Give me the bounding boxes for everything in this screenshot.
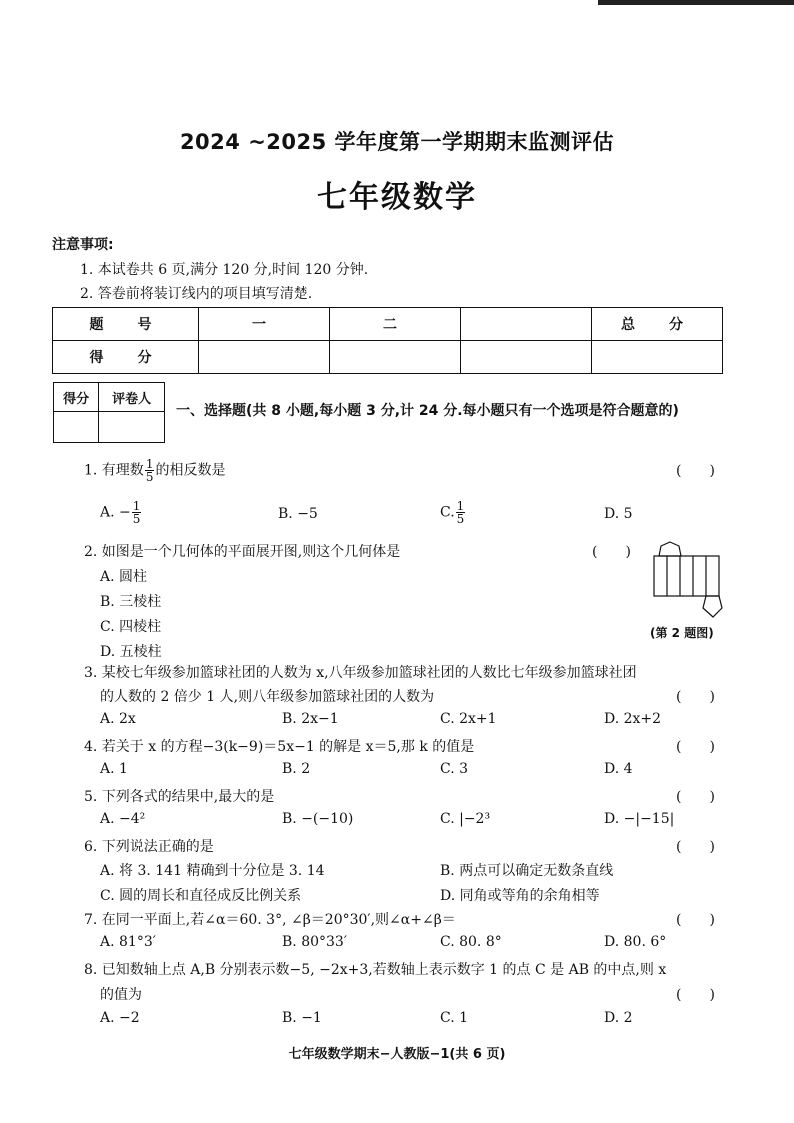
q8-option-d[interactable]: D. 2 <box>604 1010 633 1026</box>
top-pentagon <box>659 542 681 556</box>
question-8-cont: 的值为 <box>100 987 142 1003</box>
question-4: 4. 若关于 x 的方程−3(k−9)＝5x−1 的解是 x＝5,那 k 的值是 <box>84 739 475 755</box>
fraction <box>145 458 155 483</box>
q5-option-a[interactable]: A. −4² <box>100 811 146 827</box>
answer-paren[interactable]: ( ) <box>592 544 631 560</box>
q6-option-d[interactable]: D. 同角或等角的余角相等 <box>440 888 600 904</box>
q6-option-b[interactable]: B. 两点可以确定无数条直线 <box>440 863 614 879</box>
score-cell: 一 <box>199 308 330 341</box>
note-item: 1. 本试卷共 6 页,满分 120 分,时间 120 分钟. <box>80 262 369 278</box>
numerator: 1 <box>132 499 141 513</box>
figure-caption: (第 2 题图) <box>650 626 714 640</box>
section-heading: 一、选择题(共 8 小题,每小题 3 分,计 24 分.每小题只有一个选项是符合题意的) <box>176 403 679 419</box>
grader-cell: 得分 <box>54 383 99 412</box>
denominator: 5 <box>132 512 141 526</box>
page-footer: 七年级数学期末−人教版−1(共 6 页) <box>288 1047 506 1062</box>
grader-blank[interactable] <box>99 412 165 443</box>
q6-option-a[interactable]: A. 将 3. 141 精确到十分位是 3. 14 <box>100 863 325 879</box>
q4-option-a[interactable]: A. 1 <box>100 761 128 777</box>
question-6: 6. 下列说法正确的是 <box>84 839 214 855</box>
q3-option-d[interactable]: D. 2x+2 <box>604 711 662 727</box>
score-cell: 题 号 <box>53 308 199 341</box>
q4-option-c[interactable]: C. 3 <box>440 761 469 777</box>
q6-option-c[interactable]: C. 圆的周长和直径成反比例关系 <box>100 888 302 904</box>
q1-option-d[interactable]: D. 5 <box>604 506 633 522</box>
score-cell: 二 <box>330 308 461 341</box>
denominator: 5 <box>145 470 154 484</box>
score-cell: 得 分 <box>53 341 199 374</box>
q2-option-d[interactable]: D. 五棱柱 <box>100 644 162 660</box>
answer-paren[interactable]: ( ) <box>676 689 715 705</box>
answer-paren[interactable]: ( ) <box>676 739 715 755</box>
q1-option-a[interactable] <box>100 500 142 525</box>
top-edge-mark <box>598 0 794 5</box>
q7-option-b[interactable]: B. 80°33′ <box>282 934 347 950</box>
score-blank[interactable] <box>199 341 330 374</box>
answer-paren[interactable]: ( ) <box>676 839 715 855</box>
q7-option-d[interactable]: D. 80. 6° <box>604 934 667 950</box>
q1-post: 的相反数是 <box>155 462 226 479</box>
q7-option-c[interactable]: C. 80. 8° <box>440 934 502 950</box>
question-8: 8. 已知数轴上点 A,B 分别表示数−5, −2x+3,若数轴上表示数字 1 的点 C 是 AB 的中点,则 x <box>84 962 667 978</box>
denominator: 5 <box>456 512 465 526</box>
q1-c-label: C. <box>440 504 455 521</box>
q7-option-a[interactable]: A. 81°3′ <box>100 934 156 950</box>
question-5: 5. 下列各式的结果中,最大的是 <box>84 789 275 805</box>
fraction <box>456 500 466 525</box>
subject-title: 七年级数学 <box>317 180 477 215</box>
question-7: 7. 在同一平面上,若∠α＝60. 3°, ∠β＝20°30′,则∠α+∠β＝ <box>84 912 456 928</box>
side-faces <box>654 556 719 596</box>
answer-paren[interactable]: ( ) <box>676 463 715 479</box>
score-cell <box>461 308 592 341</box>
q2-option-b[interactable]: B. 三棱柱 <box>100 594 162 610</box>
score-table <box>52 307 723 374</box>
answer-paren[interactable]: ( ) <box>676 987 715 1003</box>
question-3-cont: 的人数的 2 倍少 1 人,则八年级参加篮球社团的人数为 <box>100 689 435 705</box>
bottom-pentagon <box>703 596 722 617</box>
numerator: 1 <box>145 457 154 471</box>
q5-option-c[interactable]: C. |−2³ <box>440 811 491 827</box>
prism-net-figure <box>648 538 728 622</box>
q5-option-b[interactable]: B. −(−10) <box>282 811 354 827</box>
q1-a-label: A. − <box>100 504 131 521</box>
question-2: 2. 如图是一个几何体的平面展开图,则这个几何体是 <box>84 544 401 560</box>
notes-heading: 注意事项: <box>52 237 114 253</box>
score-blank[interactable] <box>330 341 461 374</box>
q4-option-d[interactable]: D. 4 <box>604 761 633 777</box>
q1-pre: 1. 有理数 <box>84 462 144 479</box>
q2-option-a[interactable]: A. 圆柱 <box>100 569 148 585</box>
score-blank[interactable] <box>592 341 723 374</box>
numerator: 1 <box>456 499 465 513</box>
q5-option-d[interactable]: D. −|−15| <box>604 811 675 827</box>
q8-option-a[interactable]: A. −2 <box>100 1010 140 1026</box>
answer-paren[interactable]: ( ) <box>676 912 715 928</box>
grader-cell: 评卷人 <box>99 383 165 412</box>
score-cell: 总 分 <box>592 308 723 341</box>
q3-option-c[interactable]: C. 2x+1 <box>440 711 497 727</box>
grader-blank[interactable] <box>54 412 99 443</box>
q2-option-c[interactable]: C. 四棱柱 <box>100 619 162 635</box>
question-1 <box>84 458 225 483</box>
q1-option-b[interactable]: B. −5 <box>278 506 318 522</box>
q1-option-c[interactable] <box>440 500 466 525</box>
q4-option-b[interactable]: B. 2 <box>282 761 311 777</box>
q3-option-b[interactable]: B. 2x−1 <box>282 711 339 727</box>
note-item: 2. 答卷前将装订线内的项目填写清楚. <box>80 286 313 302</box>
q8-option-b[interactable]: B. −1 <box>282 1010 322 1026</box>
score-blank[interactable] <box>461 341 592 374</box>
grader-table <box>53 382 165 443</box>
q3-option-a[interactable]: A. 2x <box>100 711 136 727</box>
fraction <box>132 500 142 525</box>
question-3: 3. 某校七年级参加篮球社团的人数为 x,八年级参加篮球社团的人数比七年级参加篮球社团 <box>84 665 637 681</box>
exam-title: 2024 ~2025 学年度第一学期期末监测评估 <box>179 130 615 154</box>
q8-option-c[interactable]: C. 1 <box>440 1010 469 1026</box>
answer-paren[interactable]: ( ) <box>676 789 715 805</box>
